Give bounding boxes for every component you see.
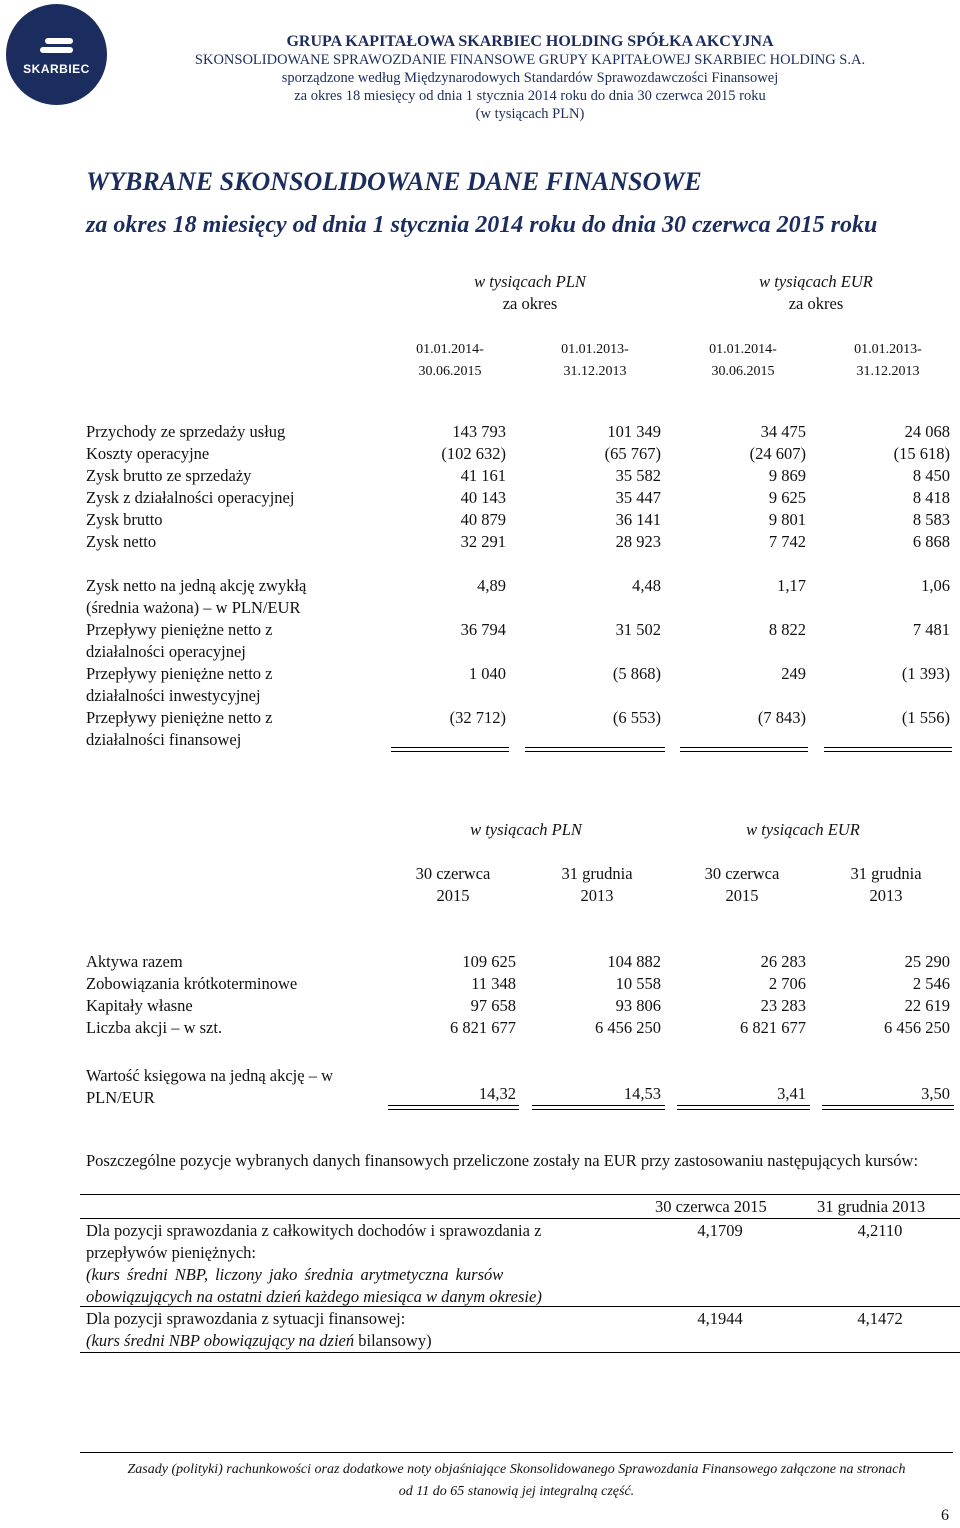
header-currency: (w tysiącach PLN) xyxy=(475,106,585,122)
t1-col1-start: 01.01.2014- xyxy=(416,342,484,357)
cell: (32 712) xyxy=(449,708,506,727)
double-rule xyxy=(388,1105,519,1110)
row-label: Przepływy pieniężne netto z xyxy=(86,708,273,727)
t2-col3-l2: 2015 xyxy=(725,886,759,905)
cell: 26 283 xyxy=(760,952,806,971)
t2-col4-l1: 31 grudnia xyxy=(850,864,922,883)
cell: 40 879 xyxy=(460,510,506,529)
cell: 22 619 xyxy=(904,996,950,1015)
row-label: Wartość księgowa na jedną akcję – w xyxy=(86,1066,333,1085)
page-subtitle: za okres 18 miesięcy od dnia 1 stycznia 2014 roku do dnia 30 czerwca 2015 roku xyxy=(86,212,878,238)
rule xyxy=(80,1194,960,1195)
cell: 6 456 250 xyxy=(595,1018,661,1037)
row-label: Zysk netto na jedną akcję zwykłą xyxy=(86,576,307,595)
double-rule xyxy=(822,1105,954,1110)
cell: 249 xyxy=(781,664,806,683)
cell: 101 349 xyxy=(607,422,661,441)
t2-col1-l1: 30 czerwca xyxy=(415,864,491,883)
cell: 104 882 xyxy=(607,952,661,971)
cell: (65 767) xyxy=(604,444,661,463)
row-label-cont: działalności inwestycyjnej xyxy=(86,686,261,705)
header-group-name: GRUPA KAPITAŁOWA SKARBIEC HOLDING SPÓŁKA AKCYJNA xyxy=(286,33,774,50)
t1-col3-start: 01.01.2014- xyxy=(709,342,777,357)
cell: 143 793 xyxy=(452,422,506,441)
rates-row2-l1: Dla pozycji sprawozdania z sytuacji finansowej: xyxy=(86,1309,406,1328)
t2-col2-l1: 31 grudnia xyxy=(561,864,633,883)
row-label: Przychody ze sprzedaży usług xyxy=(86,422,286,441)
cell: 1,17 xyxy=(777,576,806,595)
row-label-cont: PLN/EUR xyxy=(86,1088,155,1107)
row-label: Zobowiązania krótkoterminowe xyxy=(86,974,298,993)
rates-row1-l4: obowiązujących na ostatni dzień każdego miesiąca w danym okresie) xyxy=(86,1287,542,1306)
double-rule xyxy=(391,747,509,752)
footer-line-1: Zasady (polityki) rachunkowości oraz dodatkowe noty objaśniające Skonsolidowanego Sprawozdania Finansowego załączone na stronach xyxy=(127,1462,906,1477)
cell: 24 068 xyxy=(904,422,950,441)
cell: 3,50 xyxy=(921,1084,950,1103)
double-rule xyxy=(677,1105,810,1110)
footer-rule xyxy=(80,1452,953,1453)
cell: (15 618) xyxy=(893,444,950,463)
header-standards: sporządzone według Międzynarodowych Standardów Sprawozdawczości Finansowej xyxy=(281,70,779,86)
cell: (24 607) xyxy=(749,444,806,463)
row-label-cont: działalności operacyjnej xyxy=(86,642,246,661)
row-label: Zysk brutto xyxy=(86,510,163,529)
t1-col4-end: 31.12.2013 xyxy=(856,364,920,379)
cell: 32 291 xyxy=(460,532,506,551)
cell: 8 822 xyxy=(768,620,806,639)
row-label-cont: działalności finansowej xyxy=(86,730,242,749)
rates-row1-l2: przepływów pieniężnych: xyxy=(86,1243,256,1262)
cell: 1,06 xyxy=(921,576,950,595)
double-rule xyxy=(824,747,952,752)
page-number: 6 xyxy=(941,1507,949,1524)
cell: 2 546 xyxy=(912,974,950,993)
t2-col2-l2: 2013 xyxy=(580,886,614,905)
t1-col1-end: 30.06.2015 xyxy=(418,364,482,379)
rate-value: 4,1944 xyxy=(697,1309,743,1328)
cell: 11 348 xyxy=(471,974,516,993)
cell: 31 502 xyxy=(615,620,661,639)
cell: 109 625 xyxy=(462,952,516,971)
rates-intro: Poszczególne pozycje wybranych danych finansowych przeliczone zostały na EUR przy zastosowaniu następujących kursów: xyxy=(86,1151,919,1170)
cell: 6 868 xyxy=(912,532,950,551)
t1-col4-start: 01.01.2013- xyxy=(854,342,922,357)
cell: 8 450 xyxy=(912,466,950,485)
t2-col3-l1: 30 czerwca xyxy=(704,864,780,883)
page-title: WYBRANE SKONSOLIDOWANE DANE FINANSOWE xyxy=(86,167,702,196)
t1-group-pln: w tysiącach PLN xyxy=(474,272,586,291)
t2-group-pln: w tysiącach PLN xyxy=(470,820,582,839)
cell: (1 393) xyxy=(901,664,950,683)
rule xyxy=(80,1218,960,1219)
cell: 4,89 xyxy=(477,576,506,595)
cell: 97 658 xyxy=(470,996,516,1015)
cell: 9 801 xyxy=(768,510,806,529)
cell: 10 558 xyxy=(615,974,661,993)
cell: 14,53 xyxy=(623,1084,661,1103)
cell: 9 625 xyxy=(768,488,806,507)
cell: 14,32 xyxy=(478,1084,516,1103)
cell: 4,48 xyxy=(632,576,661,595)
rule xyxy=(80,1352,960,1353)
cell: 23 283 xyxy=(760,996,806,1015)
cell: 28 923 xyxy=(615,532,661,551)
t2-group-eur: w tysiącach EUR xyxy=(746,820,860,839)
rates-col-2013: 31 grudnia 2013 xyxy=(817,1197,926,1216)
rates-row1-l3: (kurs średni NBP, liczony jako średnia arytmetyczna kursów xyxy=(86,1265,504,1284)
rates-row2-l2: (kurs średni NBP obowiązujący na dzień bilansowy) xyxy=(86,1331,432,1350)
double-rule xyxy=(532,1105,665,1110)
cell: (1 556) xyxy=(901,708,950,727)
rates-row1-l1: Dla pozycji sprawozdania z całkowitych dochodów i sprawozdania z xyxy=(86,1221,542,1240)
cell: 1 040 xyxy=(468,664,506,683)
cell: 40 143 xyxy=(460,488,506,507)
row-label: Zysk brutto ze sprzedaży xyxy=(86,466,252,485)
row-label: Kapitały własne xyxy=(86,996,193,1015)
t2-col1-l2: 2015 xyxy=(436,886,470,905)
cell: 8 418 xyxy=(912,488,950,507)
cell: 6 821 677 xyxy=(450,1018,516,1037)
t1-group-eur: w tysiącach EUR xyxy=(759,272,873,291)
row-label: Liczba akcji – w szt. xyxy=(86,1018,223,1037)
t1-col3-end: 30.06.2015 xyxy=(711,364,775,379)
cell: 8 583 xyxy=(912,510,950,529)
row-label: Przepływy pieniężne netto z xyxy=(86,664,273,683)
rate-value: 4,1472 xyxy=(857,1309,903,1328)
t1-period-pln: za okres xyxy=(502,294,558,313)
row-label: Aktywa razem xyxy=(86,952,183,971)
row-label: Przepływy pieniężne netto z xyxy=(86,620,273,639)
cell: 7 481 xyxy=(912,620,950,639)
rate-value: 4,1709 xyxy=(697,1221,743,1240)
rule xyxy=(80,1306,960,1307)
footer-line-2: od 11 do 65 stanowią jej integralną część. xyxy=(398,1484,635,1499)
cell: 35 447 xyxy=(615,488,661,507)
cell: 36 141 xyxy=(615,510,661,529)
row-label-cont: (średnia ważona) – w PLN/EUR xyxy=(86,598,301,617)
cell: 36 794 xyxy=(460,620,506,639)
cell: 3,41 xyxy=(777,1084,806,1103)
double-rule xyxy=(525,747,665,752)
cell: 93 806 xyxy=(615,996,661,1015)
cell: 35 582 xyxy=(615,466,661,485)
rates-col-2015: 30 czerwca 2015 xyxy=(655,1197,767,1216)
cell: (7 843) xyxy=(757,708,806,727)
cell: (6 553) xyxy=(612,708,661,727)
row-label: Zysk netto xyxy=(86,532,157,551)
cell: 41 161 xyxy=(460,466,506,485)
t1-col2-end: 31.12.2013 xyxy=(563,364,627,379)
t1-col2-start: 01.01.2013- xyxy=(561,342,629,357)
cell: 6 456 250 xyxy=(884,1018,950,1037)
cell: 7 742 xyxy=(768,532,806,551)
header-period: za okres 18 miesięcy od dnia 1 stycznia 2014 roku do dnia 30 czerwca 2015 roku xyxy=(294,88,766,104)
cell: (5 868) xyxy=(612,664,661,683)
row-label: Koszty operacyjne xyxy=(86,444,210,463)
logo-mark-icon xyxy=(40,38,73,56)
cell: (102 632) xyxy=(441,444,506,463)
header-report-name: SKONSOLIDOWANE SPRAWOZDANIE FINANSOWE GRUPY KAPITAŁOWEJ SKARBIEC HOLDING S.A. xyxy=(194,52,866,68)
logo-text: SKARBIEC xyxy=(23,62,90,76)
row-label: Zysk z działalności operacyjnej xyxy=(86,488,295,507)
t2-col4-l2: 2013 xyxy=(869,886,903,905)
t1-period-eur: za okres xyxy=(788,294,844,313)
cell: 9 869 xyxy=(768,466,806,485)
skarbiec-logo xyxy=(6,4,107,105)
cell: 34 475 xyxy=(760,422,806,441)
rate-value: 4,2110 xyxy=(857,1221,903,1240)
double-rule xyxy=(680,747,808,752)
cell: 6 821 677 xyxy=(740,1018,806,1037)
cell: 2 706 xyxy=(768,974,806,993)
cell: 25 290 xyxy=(904,952,950,971)
